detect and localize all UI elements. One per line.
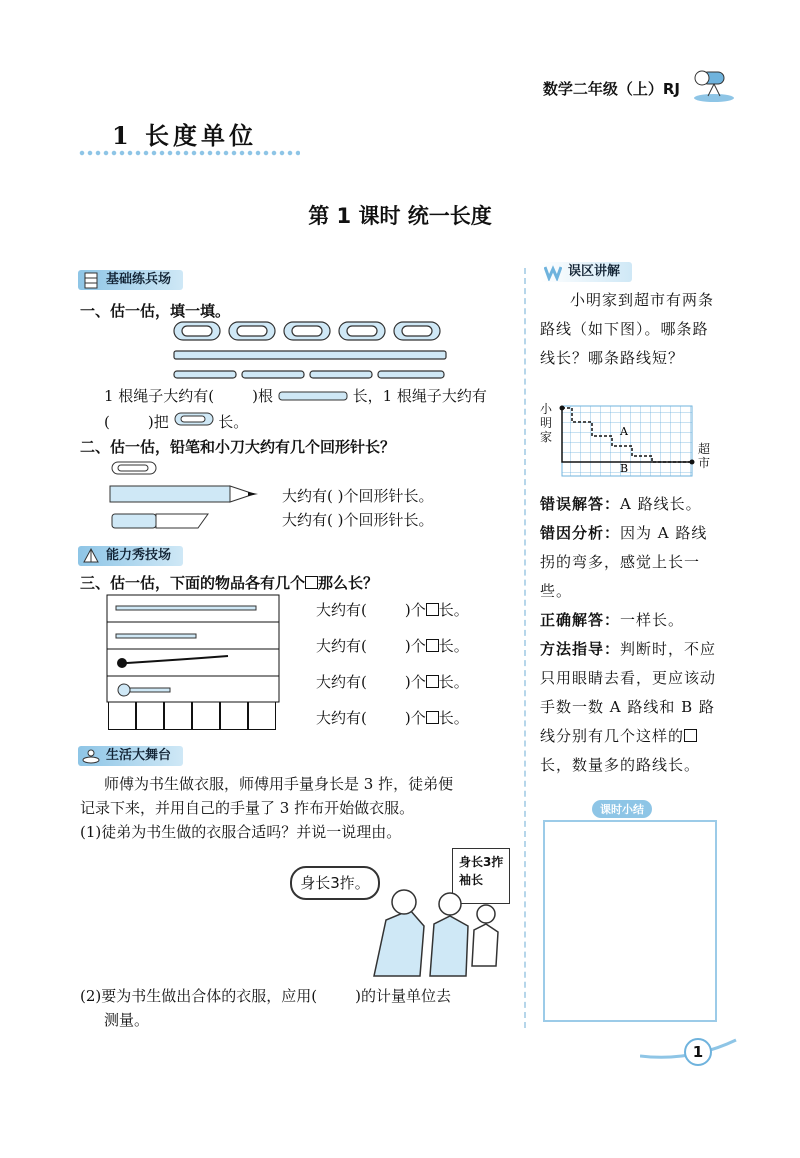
q3-answer-3: 大约有( )个 长。 (316, 673, 469, 691)
section-tag-mistake (540, 262, 632, 282)
paperclip-icon (229, 322, 275, 340)
paperclip-icon (284, 322, 330, 340)
section-tag-label: 能力秀技场 (106, 548, 172, 563)
q3-answer-2: 大约有( )个 长。 (316, 637, 469, 655)
paperclip-icon (339, 322, 385, 340)
pencil-knife-figure (108, 460, 268, 532)
cause-analysis: 错因分析：因为 A 路线拐的弯多，感觉上长一些。 (540, 524, 708, 600)
paperclip-icon (174, 322, 220, 340)
life-question-2: (2)要为书生做出合体的衣服，应用( )的计量单位去 (80, 987, 451, 1005)
life-paragraph-2: 记录下来，并用自己的手量了 3 拃布开始做衣服。 (80, 799, 415, 817)
book-label: 数学二年级（上）RJ (542, 80, 680, 98)
page-number: 1 (684, 1038, 712, 1066)
spoon-icon (117, 656, 228, 668)
sign-line-2: 袖长 (459, 873, 484, 887)
life-question-1: (1)徒弟为书生做的衣服合适吗？并说一说理由。 (80, 823, 402, 841)
summary-box[interactable] (543, 820, 717, 1022)
question-3-title: 三、估一估，下面的物品各有几个 那么长？ (80, 574, 379, 592)
route-b-label: B (620, 462, 629, 475)
pencil-icon (110, 486, 258, 502)
q3-answer-4: 大约有( )个 长。 (316, 709, 469, 727)
speech-bubble: 身长3拃。 (290, 866, 380, 900)
chopstick-icon (116, 606, 256, 610)
brush-icon (116, 634, 196, 638)
life-question-2-end: 测量。 (104, 1011, 150, 1029)
tent-icon (82, 547, 100, 565)
lesson-title: 第 1 课时 统一长度 (308, 204, 492, 228)
route-map (540, 402, 718, 478)
mistake-intro: 小明家到超市有两条路线（如下图）。哪条路线长？哪条路线短？ (540, 291, 715, 367)
knife-answer: 大约有( )个回形针长。 (282, 511, 434, 529)
paperclip-icon (394, 322, 440, 340)
paperclip-rope-figure (172, 318, 452, 380)
telescope-icon (688, 62, 738, 106)
section-tag-label: 基础练兵场 (106, 272, 172, 287)
chapter-title: 1 长度单位 (112, 121, 258, 150)
question-1-line-2: ( )把 长。 (104, 413, 249, 431)
unit-square-icon (426, 639, 439, 652)
unit-square-icon (684, 729, 697, 742)
correct-answer: 正确解答：一样长。 (540, 611, 685, 629)
unit-square-icon (305, 576, 318, 589)
section-tag-label: 误区讲解 (568, 264, 621, 279)
key-icon (118, 684, 170, 696)
objects-table (106, 594, 280, 704)
stage-icon (82, 747, 100, 765)
section-tag-ability (78, 546, 183, 566)
summary-tag: 课时小结 (592, 800, 652, 818)
map-market-label: 超市 (698, 442, 711, 470)
q3-answer-1: 大约有( )个 长。 (316, 601, 469, 619)
unit-square-icon (426, 711, 439, 724)
map-home-label: 小明家 (540, 402, 553, 444)
method-guide: 方法指导：判断时，不应只用眼睛去看，更应该动手数一数 A 路线和 B 路线分别有几个这样的长，数量多的路线长。 (540, 640, 717, 774)
building-icon (82, 271, 100, 289)
sign-line-1: 身长3拃 (459, 855, 504, 869)
unit-square-icon (426, 603, 439, 616)
chapter-underline (78, 150, 300, 156)
pencil-answer: 大约有( )个回形针长。 (282, 487, 434, 505)
question-1-title: 一、估一估，填一填。 (80, 302, 231, 320)
tailor-scholar-illustration (364, 880, 514, 978)
w-logo-icon (544, 263, 562, 281)
paperclip-icon (112, 462, 156, 474)
knife-icon (112, 514, 208, 528)
unit-grid (108, 702, 276, 730)
question-2-title: 二、估一估，铅笔和小刀大约有几个回形针长？ (80, 438, 396, 456)
section-tag-life (78, 746, 183, 766)
life-paragraph-1: 师傅为书生做衣服，师傅用手量身长是 3 拃，徒弟便 (104, 775, 454, 793)
short-rope-icon (278, 391, 348, 401)
paperclip-icon (174, 411, 214, 427)
question-1-line-1: 1 根绳子大约有( )根 长，1 根绳子大约有 (104, 387, 487, 405)
section-tag-label: 生活大舞台 (106, 748, 172, 763)
wrong-answer: 错误解答：A 路线长。 (540, 495, 702, 513)
route-a-label: A (620, 425, 628, 438)
unit-square-icon (426, 675, 439, 688)
section-tag-basic (78, 270, 183, 290)
column-divider (524, 268, 526, 1028)
